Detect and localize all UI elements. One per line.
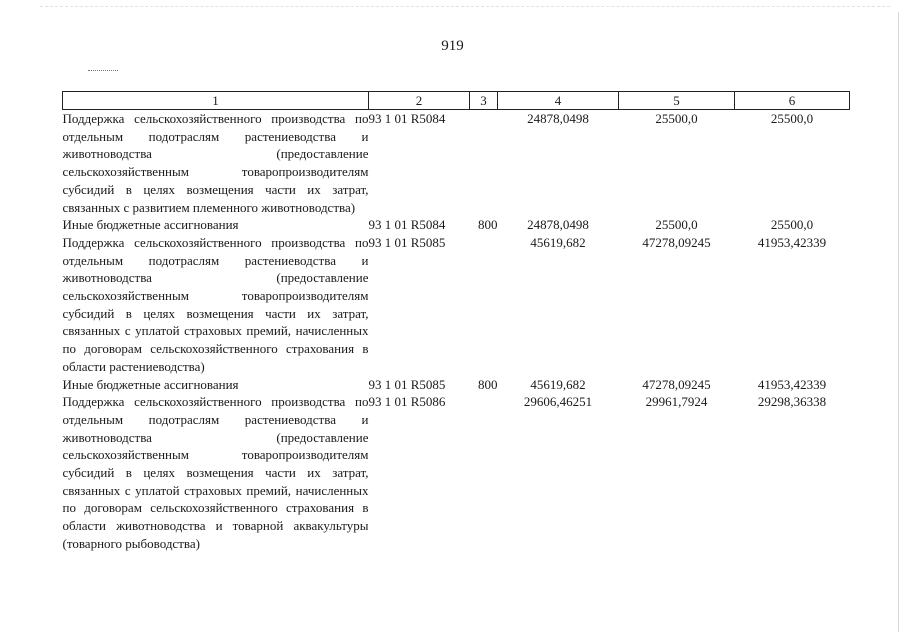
table-row bbox=[63, 376, 850, 394]
row-value-1: 24878,0498 bbox=[527, 111, 589, 126]
table-row bbox=[63, 393, 850, 552]
row-value-3: 25500,0 bbox=[770, 217, 814, 233]
row-code: 93 1 01 R5086 bbox=[368, 394, 446, 410]
row-code: 93 1 01 R5085 bbox=[368, 234, 446, 250]
row-code: 93 1 01 R5084 bbox=[368, 111, 446, 126]
scan-right-edge bbox=[898, 12, 899, 632]
row-value-1: 29606,46251 bbox=[523, 394, 593, 410]
header-col-3: 3 bbox=[470, 92, 498, 110]
row-name: Поддержка сельскохозяйственного производства по отдельным подотраслям растениеводства и животноводства (предоставление сельскохозяйственным товаропроизводителям субсидий в целях возмещения части их затрат, связанных с развитием племенного животноводства) bbox=[62, 111, 369, 215]
header-col-1: 1 bbox=[63, 92, 369, 110]
row-name: Поддержка сельскохозяйственного производства по отдельным подотраслям растениеводства и животноводства (предоставление сельскохозяйственным товаропроизводителям субсидий в целях возмещения части их затрат, связанных с уплатой страховых премий, начисленных по договорам сельскохозяйственного страхования в области растениеводства) bbox=[62, 234, 369, 374]
row-type bbox=[470, 393, 498, 552]
header-col-6: 6 bbox=[735, 92, 850, 110]
scan-top-edge bbox=[40, 6, 890, 8]
row-value-2: 47278,09245 bbox=[642, 376, 711, 392]
row-value-1: 24878,0498 bbox=[527, 217, 589, 233]
scan-mark bbox=[88, 70, 118, 72]
table-row bbox=[63, 234, 850, 376]
row-value-3: 41953,42339 bbox=[757, 234, 827, 250]
row-type: 800 bbox=[478, 217, 498, 233]
table-row bbox=[63, 110, 850, 217]
header-col-2: 2 bbox=[369, 92, 470, 110]
row-value-3: 41953,42339 bbox=[757, 376, 827, 392]
row-value-1: 45619,682 bbox=[530, 234, 586, 250]
row-value-3: 29298,36338 bbox=[757, 394, 827, 410]
row-type bbox=[470, 234, 498, 376]
row-code: 93 1 01 R5085 bbox=[368, 376, 446, 392]
row-type bbox=[470, 110, 498, 217]
row-name: Иные бюджетные ассигнования bbox=[62, 376, 239, 392]
row-value-3: 25500,0 bbox=[770, 111, 814, 126]
row-type: 800 bbox=[478, 376, 498, 392]
row-value-2: 25500,0 bbox=[655, 111, 698, 126]
row-value-2: 47278,09245 bbox=[642, 234, 711, 250]
row-value-2: 25500,0 bbox=[655, 217, 698, 233]
header-col-4: 4 bbox=[498, 92, 619, 110]
header-col-5: 5 bbox=[619, 92, 735, 110]
row-name: Иные бюджетные ассигнования bbox=[62, 217, 239, 233]
table-header-row bbox=[63, 92, 850, 110]
row-code: 93 1 01 R5084 bbox=[368, 217, 446, 233]
row-name: Поддержка сельскохозяйственного производства по отдельным подотраслям растениеводства и животноводства (предоставление сельскохозяйственным товаропроизводителям субсидий в целях возмещения части их затрат, связанных с уплатой страховых премий, начисленных по договорам сельскохозяйственного страхования в области животноводства и товарной аквакультуры (товарного рыбоводства) bbox=[62, 394, 369, 551]
page-number: 919 bbox=[441, 38, 464, 54]
table-row bbox=[63, 216, 850, 234]
budget-table bbox=[62, 91, 850, 553]
row-value-1: 45619,682 bbox=[530, 376, 586, 392]
row-value-2: 29961,7924 bbox=[645, 394, 708, 410]
